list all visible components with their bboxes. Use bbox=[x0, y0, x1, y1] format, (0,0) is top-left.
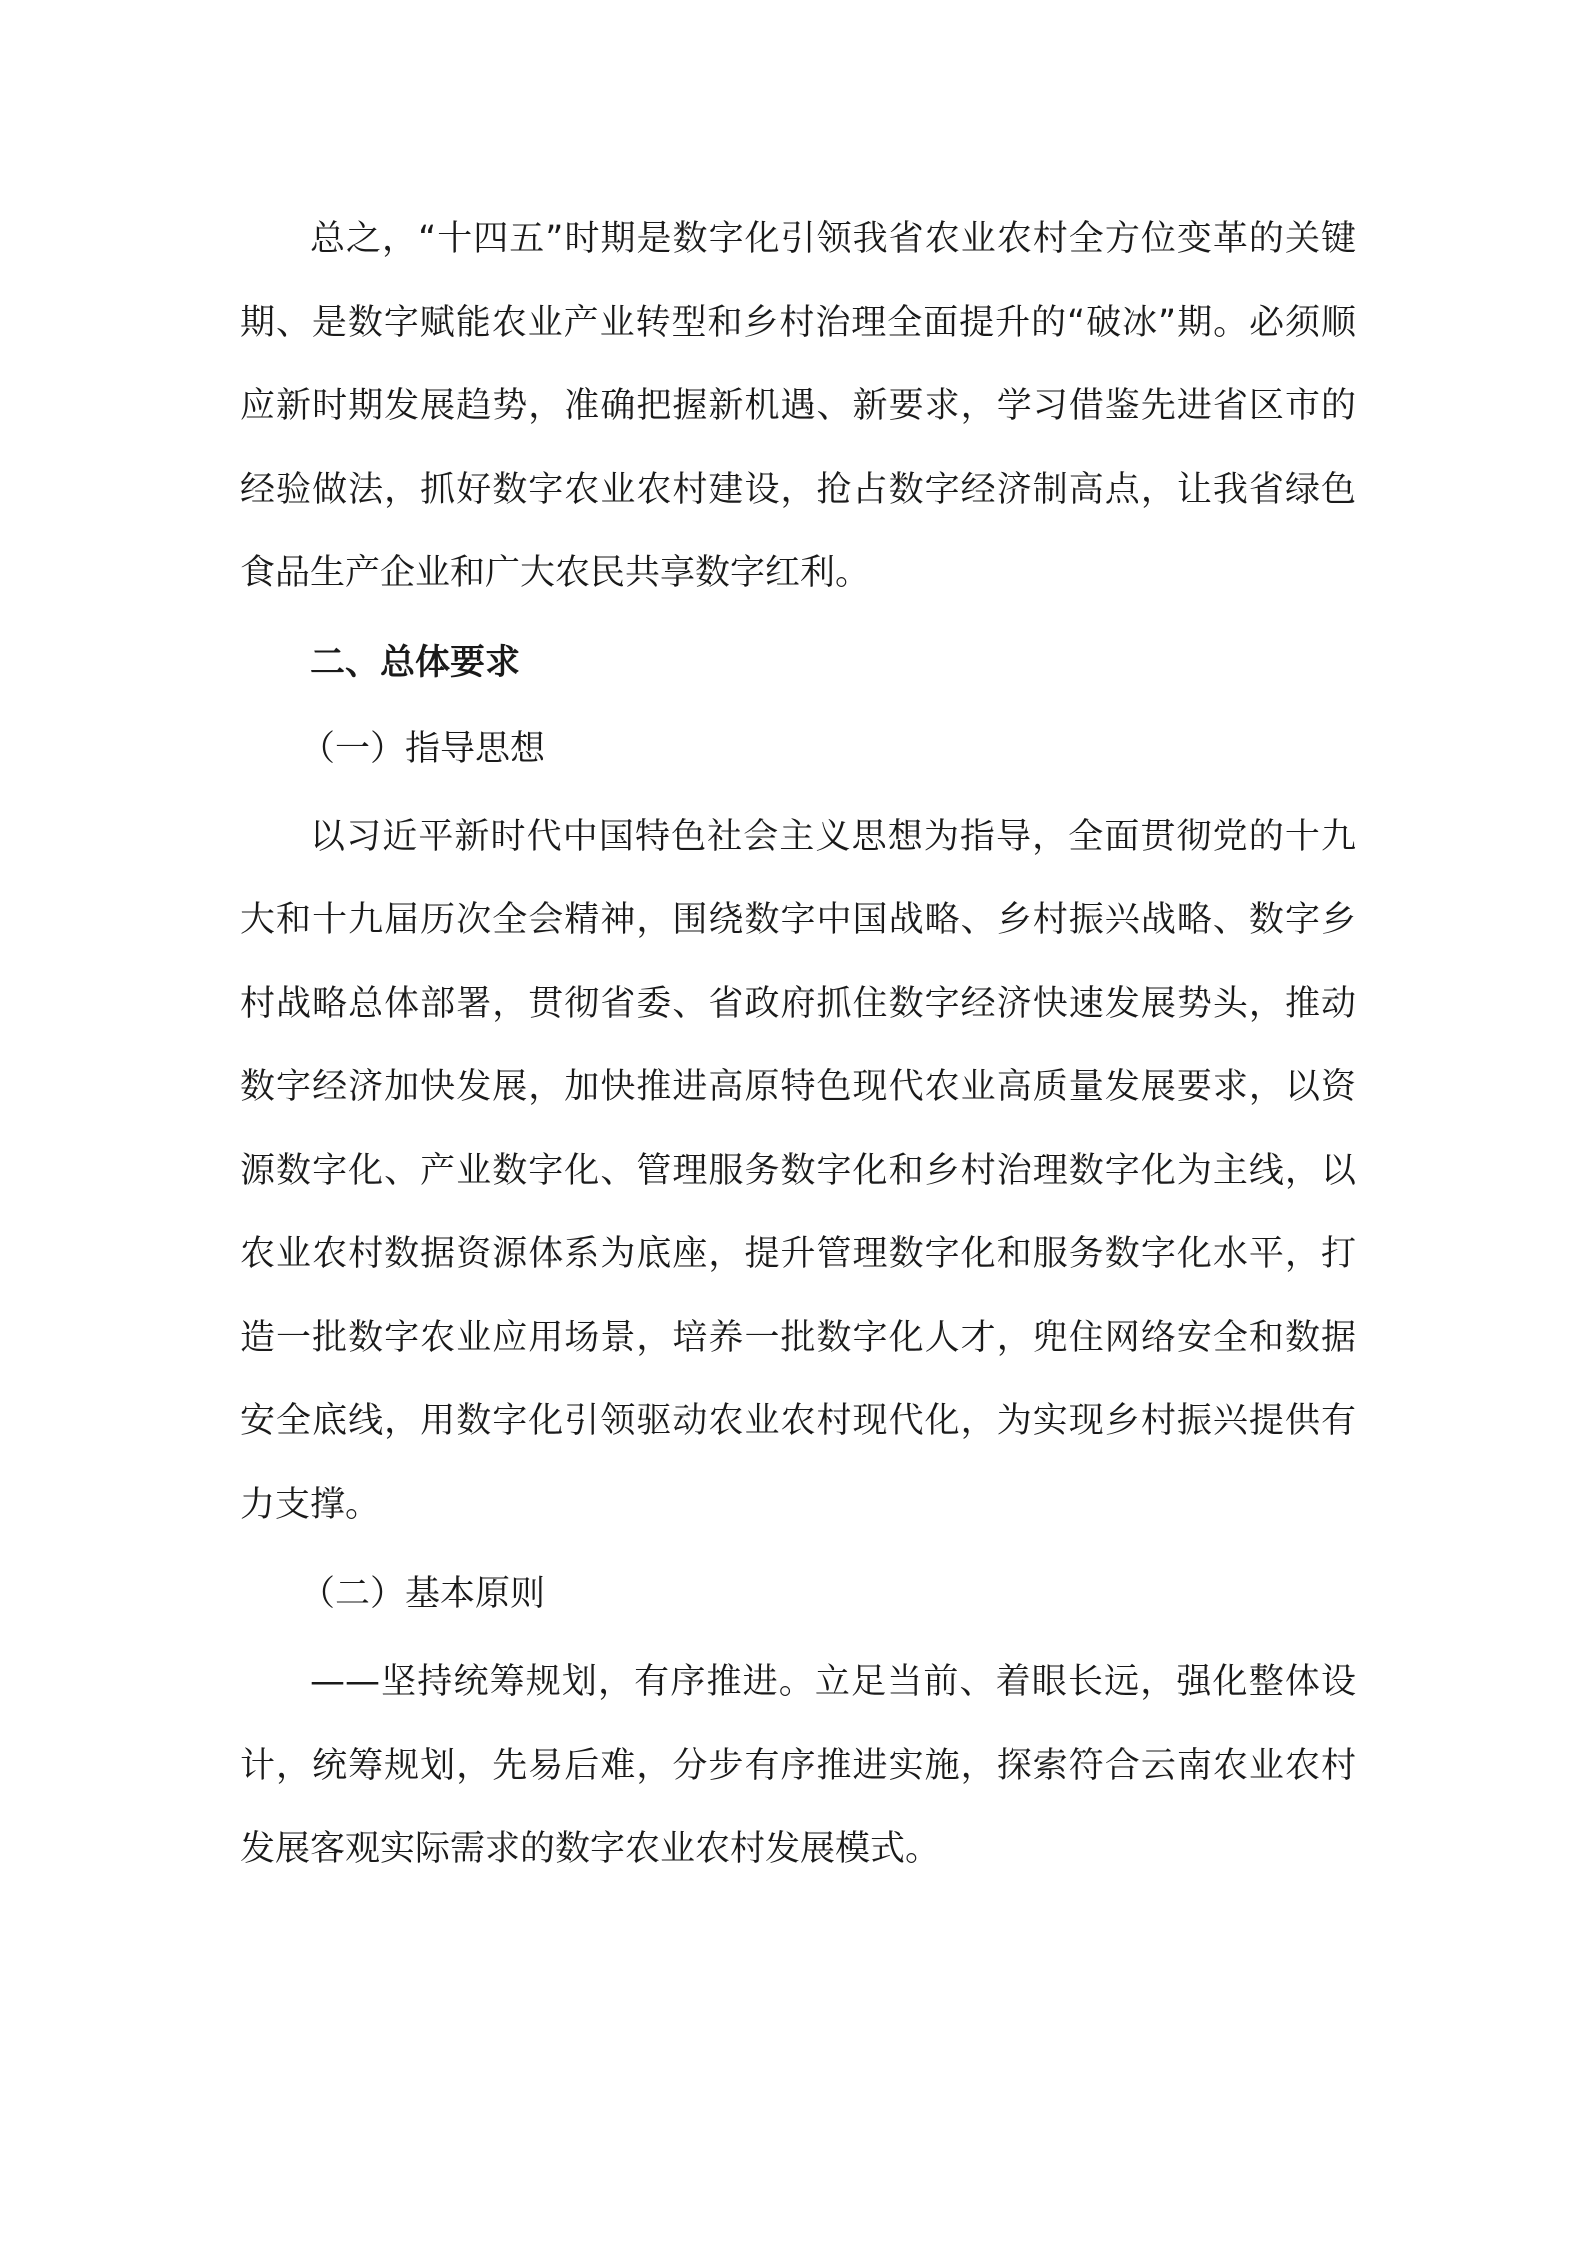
subsection-heading-basic-principles: （二）基本原则 bbox=[300, 1574, 546, 1614]
section-heading: 二、总体要求 bbox=[310, 642, 521, 683]
paragraph-guiding-ideology: 以习近平新时代中国特色社会主义思想为指导，全面贯彻党的十九大和十九届历次全会精神，围绕数字中国战略、乡村振兴战略、数字乡村战略总体部署，贯彻省委、省政府抓住数字经济快速发展势头，推动数字经济加快发展，加快推进高原特色现代农业高质量发展要求，以资源数字化、产业数字化、管理服务数字化和乡村治理数字化为主线，以农业农村数据资源体系为底座，提升管理数字化和服务数字化水平，打造一批数字农业应用场景，培养一批数字化人才，兜住网络安全和数据安全底线，用数字化引领驱动农业农村现代化，为实现乡村振兴提供有力支撑。 bbox=[240, 816, 1356, 1525]
paragraph-principle-planning: ——坚持统筹规划，有序推进。立足当前、着眼长远，强化整体设计，统筹规划，先易后难，分步有序推进实施，探索符合云南农业农村发展客观实际需求的数字农业农村发展模式。 bbox=[240, 1662, 1356, 1869]
paragraph-summary: 总之，“十四五”时期是数字化引领我省农业农村全方位变革的关键期、是数字赋能农业产业转型和乡村治理全面提升的“破冰”期。必须顺应新时期发展趋势，准确把握新机遇、新要求，学习借鉴先进省区市的经验做法，抓好数字农业农村建设，抢占数字经济制高点，让我省绿色食品生产企业和广大农民共享数字红利。 bbox=[240, 219, 1356, 593]
subsection-heading-guiding-ideology: （一）指导思想 bbox=[300, 728, 546, 769]
document-body bbox=[240, 198, 1356, 1892]
